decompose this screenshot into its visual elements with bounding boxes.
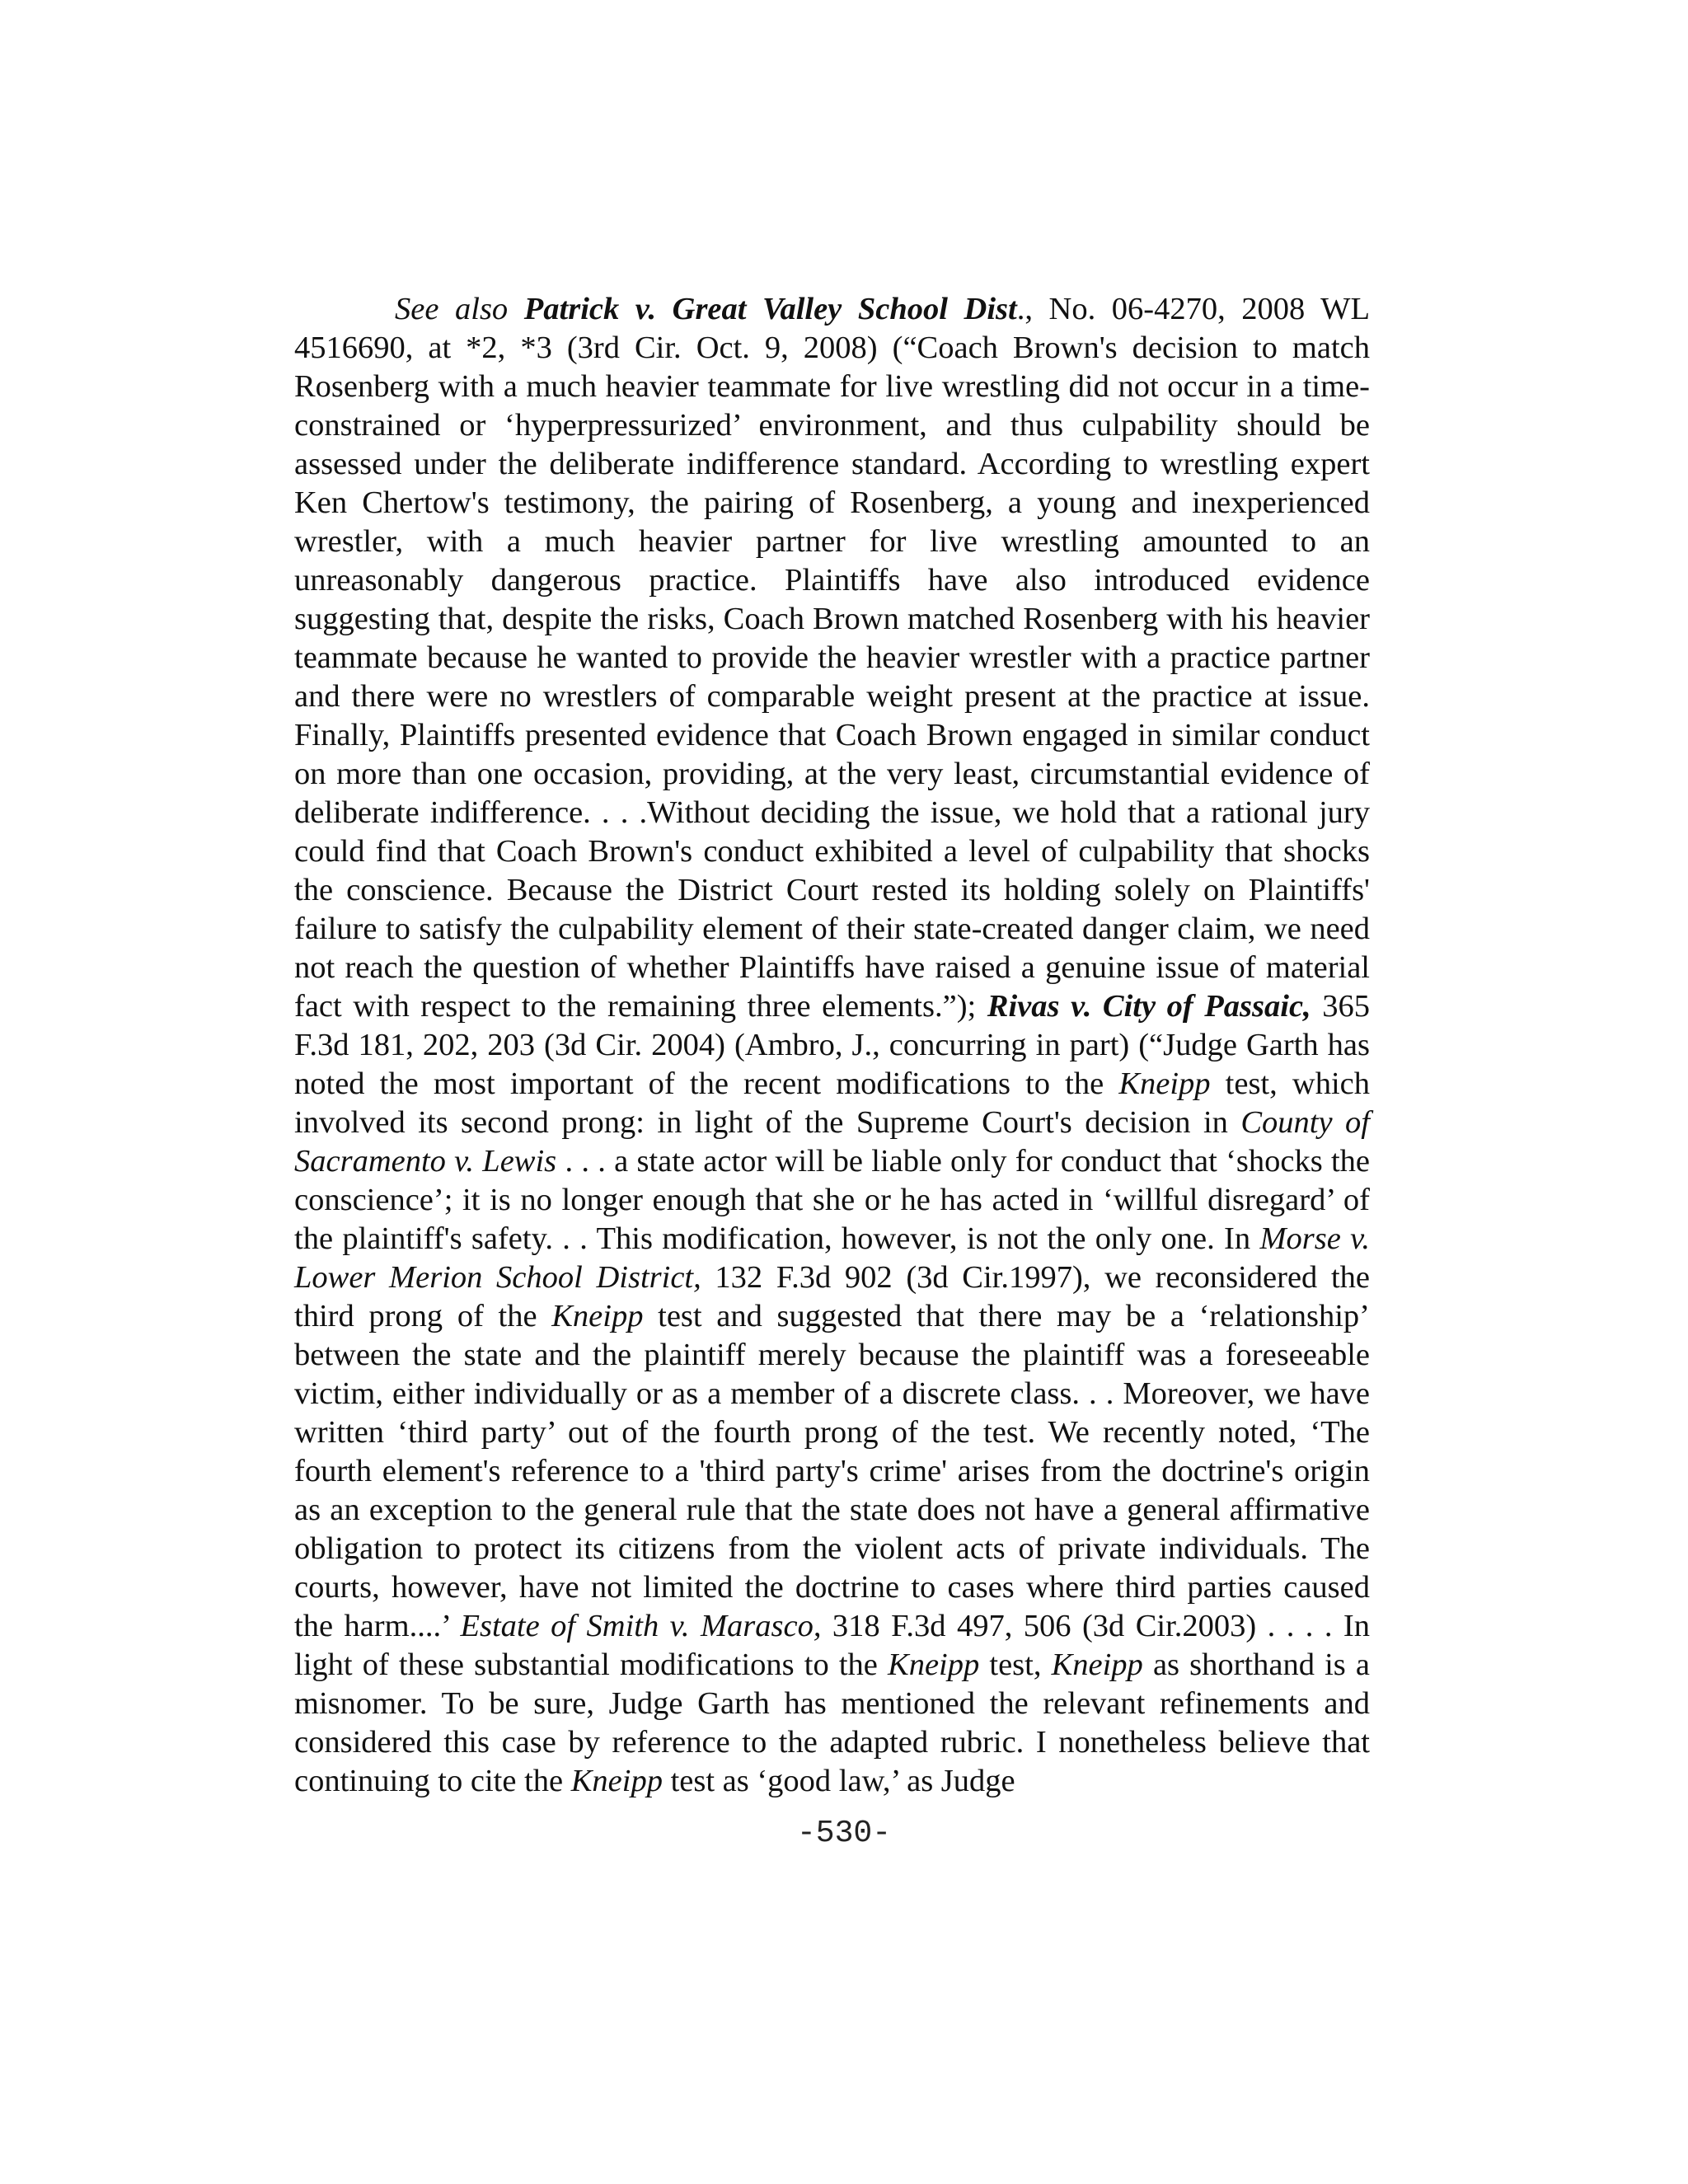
case-name: Patrick v. Great Valley School Dist xyxy=(523,292,1017,326)
paragraph-text: ., No. 06-4270, 2008 WL 4516690, at *2, *3 (3rd Cir. Oct. 9, 2008) (“Coach Brown's decision to match Rosenberg with a much heavier teammate for live wrestling did not occur in a time-constrained or ‘hyperpressurized’ environment, and thus culpability should be assessed under the deliberate indifference standard. According to wrestling expert Ken Chertow's testimony, the pairing of Rosenberg, a young and inexperienced wrestler, with a much heavier partner for live wrestling amounted to an unreasonably dangerous practice. Plaintiffs have also introduced evidence suggesting that, despite the risks, Coach Brown matched Rosenberg with his heavier teammate because he wanted to provide the heavier wrestler with a practice partner and there were no wrestlers of comparable weight present at the practice at issue. Finally, Plaintiffs presented evidence that Coach Brown engaged in similar conduct on more than one occasion, providing, at the very least, circumstantial evidence of deliberate indifference. . . .Without deciding the issue, we hold that a rational jury could find that Coach Brown's conduct exhibited a level of culpability that shocks the conscience. Because the District Court rested its holding solely on Plaintiffs' failure to satisfy the culpability element of their state-created danger claim, we need not reach the question of whether Plaintiffs have raised a genuine issue of material fact with respect to the remaining three elements.”); xyxy=(294,292,1371,1024)
paragraph-text: test, xyxy=(979,1647,1052,1682)
case-name: Rivas v. City of Passaic, xyxy=(987,989,1311,1024)
paragraph-text: 318 F.3d 497, 506 (3d Cir.2003) . . . . In light of these substantial modifications to the xyxy=(294,1609,1370,1682)
paragraph-text: test as ‘good law,’ as Judge xyxy=(662,1764,1015,1798)
citation-signal: See also xyxy=(395,292,524,326)
paragraph-text: 132 F.3d 902 (3d Cir.1997), we reconsidered the third prong of the xyxy=(294,1260,1370,1333)
paragraph-text: as shorthand is a misnomer. To be sure, Judge Garth has mentioned the relevant refinements and considered this case by reference to the adapted rubric. I nonetheless believe that continuing to cite the xyxy=(294,1647,1370,1798)
case-reference: County of Sacramento v. Lewis xyxy=(294,1105,1370,1179)
case-reference: Kneipp xyxy=(1118,1066,1211,1101)
paragraph-text: test and suggested that there may be a ‘relationship’ between the state and the plaintiff merely because the plaintiff was a foreseeable victim, either individually or as a member of a discrete class. . . Moreover, we have written ‘third party’ out of the fourth prong of the test. We recently noted, ‘The fourth element's reference to a 'third party's crime' arises from the doctrine's origin as an exception to the general rule that the state does not have a general affirmative obligation to protect its citizens from the violent acts of private individuals. The courts, however, have not limited the doctrine to cases where third parties caused the harm....’ xyxy=(294,1299,1371,1643)
case-reference: Kneipp xyxy=(551,1299,644,1333)
body-paragraph xyxy=(294,290,1370,1801)
case-reference: Morse v. Lower Merion School District, xyxy=(294,1221,1370,1295)
case-reference: Estate of Smith v. Marasco, xyxy=(460,1609,822,1643)
case-reference: Kneipp xyxy=(1051,1647,1143,1682)
page-number: -530- xyxy=(796,1816,892,1851)
case-reference: Kneipp xyxy=(888,1647,980,1682)
case-reference: Kneipp xyxy=(570,1764,663,1798)
paragraph-text: . . . a state actor will be liable only for conduct that ‘shocks the conscience’; it is no longer enough that she or he has acted in ‘willful disregard’ of the plaintiff's safety. . . This modification, however, is not the only one. In xyxy=(294,1144,1371,1256)
paragraph-text: test, which involved its second prong: in light of the Supreme Court's decision in xyxy=(294,1066,1370,1140)
paragraph-text: 365 F.3d 181, 202, 203 (3d Cir. 2004) (Ambro, J., concurring in part) (“Judge Garth has noted the most important of the recent modifications to the xyxy=(294,989,1371,1101)
